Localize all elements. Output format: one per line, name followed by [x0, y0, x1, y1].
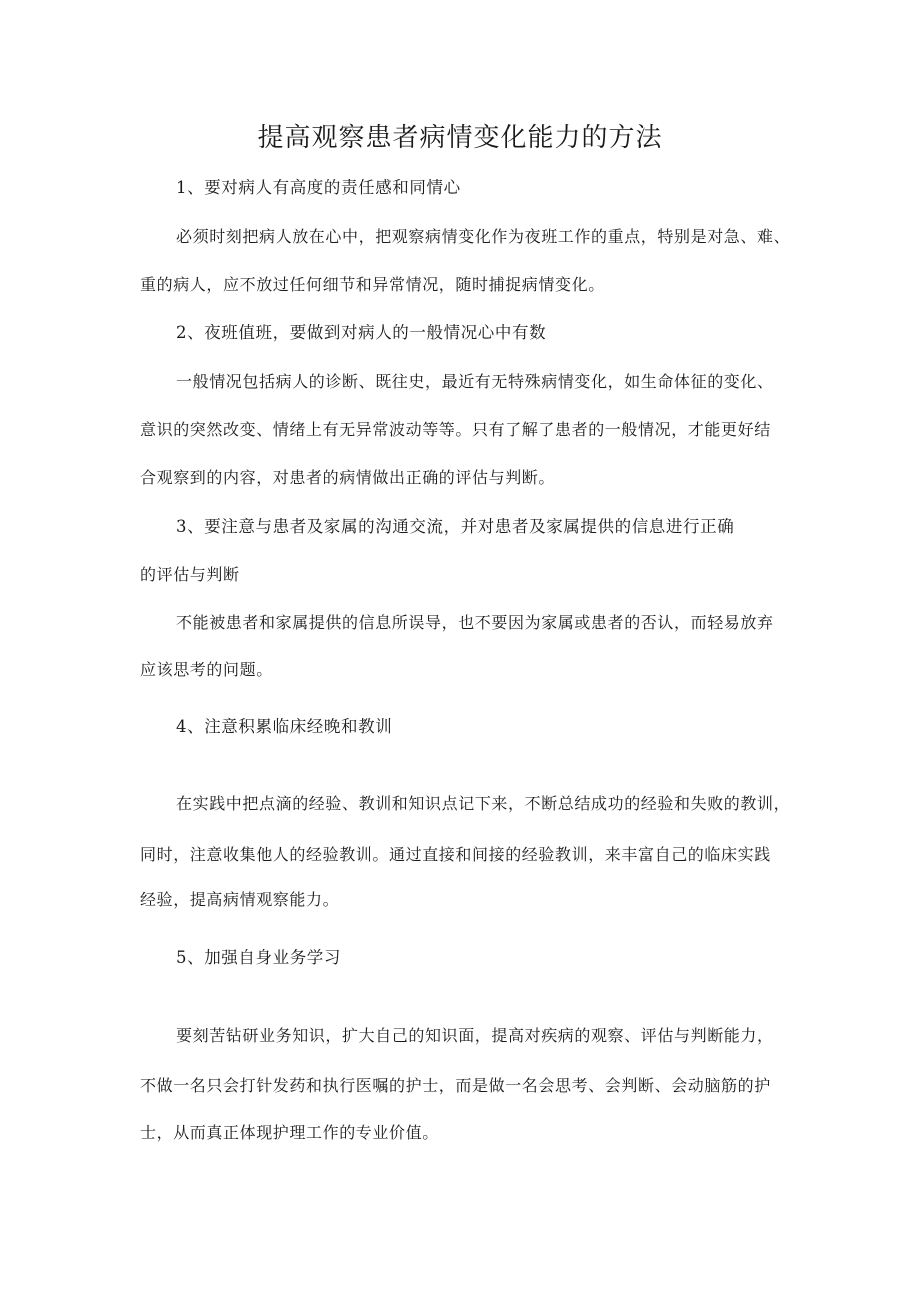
section-3-paragraph-line-1: 不能被患者和家属提供的信息所误导，也不要因为家属或患者的否认，而轻易放弃: [176, 613, 774, 632]
section-3-paragraph-line-2: 应该思考的问题。: [140, 660, 273, 679]
section-5-heading: 5、加强自身业务学习: [176, 948, 341, 967]
section-5-paragraph-line-1: 要刻苦钻研业务知识，扩大自己的知识面，提高对疾病的观察、评估与判断能力，: [176, 1026, 774, 1045]
section-5-paragraph-line-2: 不做一名只会打针发药和执行医嘱的护士，而是做一名会思考、会判断、会动脑筋的护: [140, 1076, 771, 1095]
section-2-paragraph-line-3: 合观察到的内容，对患者的病情做出正确的评估与判断。: [140, 468, 556, 487]
section-3-heading-line-1: 3、要注意与患者及家属的沟通交流，并对患者及家属提供的信息进行正确: [176, 517, 735, 536]
section-4-heading: 4、注意积累临床经晚和教训: [176, 717, 393, 736]
section-4-paragraph-line-2: 同时，注意收集他人的经验教训。通过直接和间接的经验教训，来丰富自己的临床实践: [140, 845, 771, 864]
section-1-heading: 1、要对病人有高度的责任感和同情心: [176, 178, 461, 197]
section-3-heading-line-2: 的评估与判断: [140, 565, 240, 584]
section-2-paragraph-line-1: 一般情况包括病人的诊断、既往史，最近有无特殊病情变化，如生命体征的变化、: [176, 372, 774, 391]
section-4-paragraph-line-3: 经验，提高病情观察能力。: [140, 890, 340, 909]
section-2-paragraph-line-2: 意识的突然改变、情绪上有无异常波动等等。只有了解了患者的一般情况，才能更好结: [140, 420, 771, 439]
section-1-paragraph-line-2: 重的病人，应不放过任何细节和异常情况，随时捕捉病情变化。: [140, 275, 605, 294]
section-4-paragraph-line-1: 在实践中把点滴的经验、教训和知识点记下来，不断总结成功的经验和失败的教训，: [176, 794, 791, 813]
section-2-heading: 2、夜班值班，要做到对病人的一般情况心中有数: [176, 323, 547, 342]
section-1-paragraph-line-1: 必须时刻把病人放在心中，把观察病情变化作为夜班工作的重点，特别是对急、难、: [176, 227, 791, 246]
section-5-paragraph-line-3: 士，从而真正体现护理工作的专业价值。: [140, 1123, 439, 1142]
document-title: 提高观察患者病情变化能力的方法: [257, 123, 663, 153]
